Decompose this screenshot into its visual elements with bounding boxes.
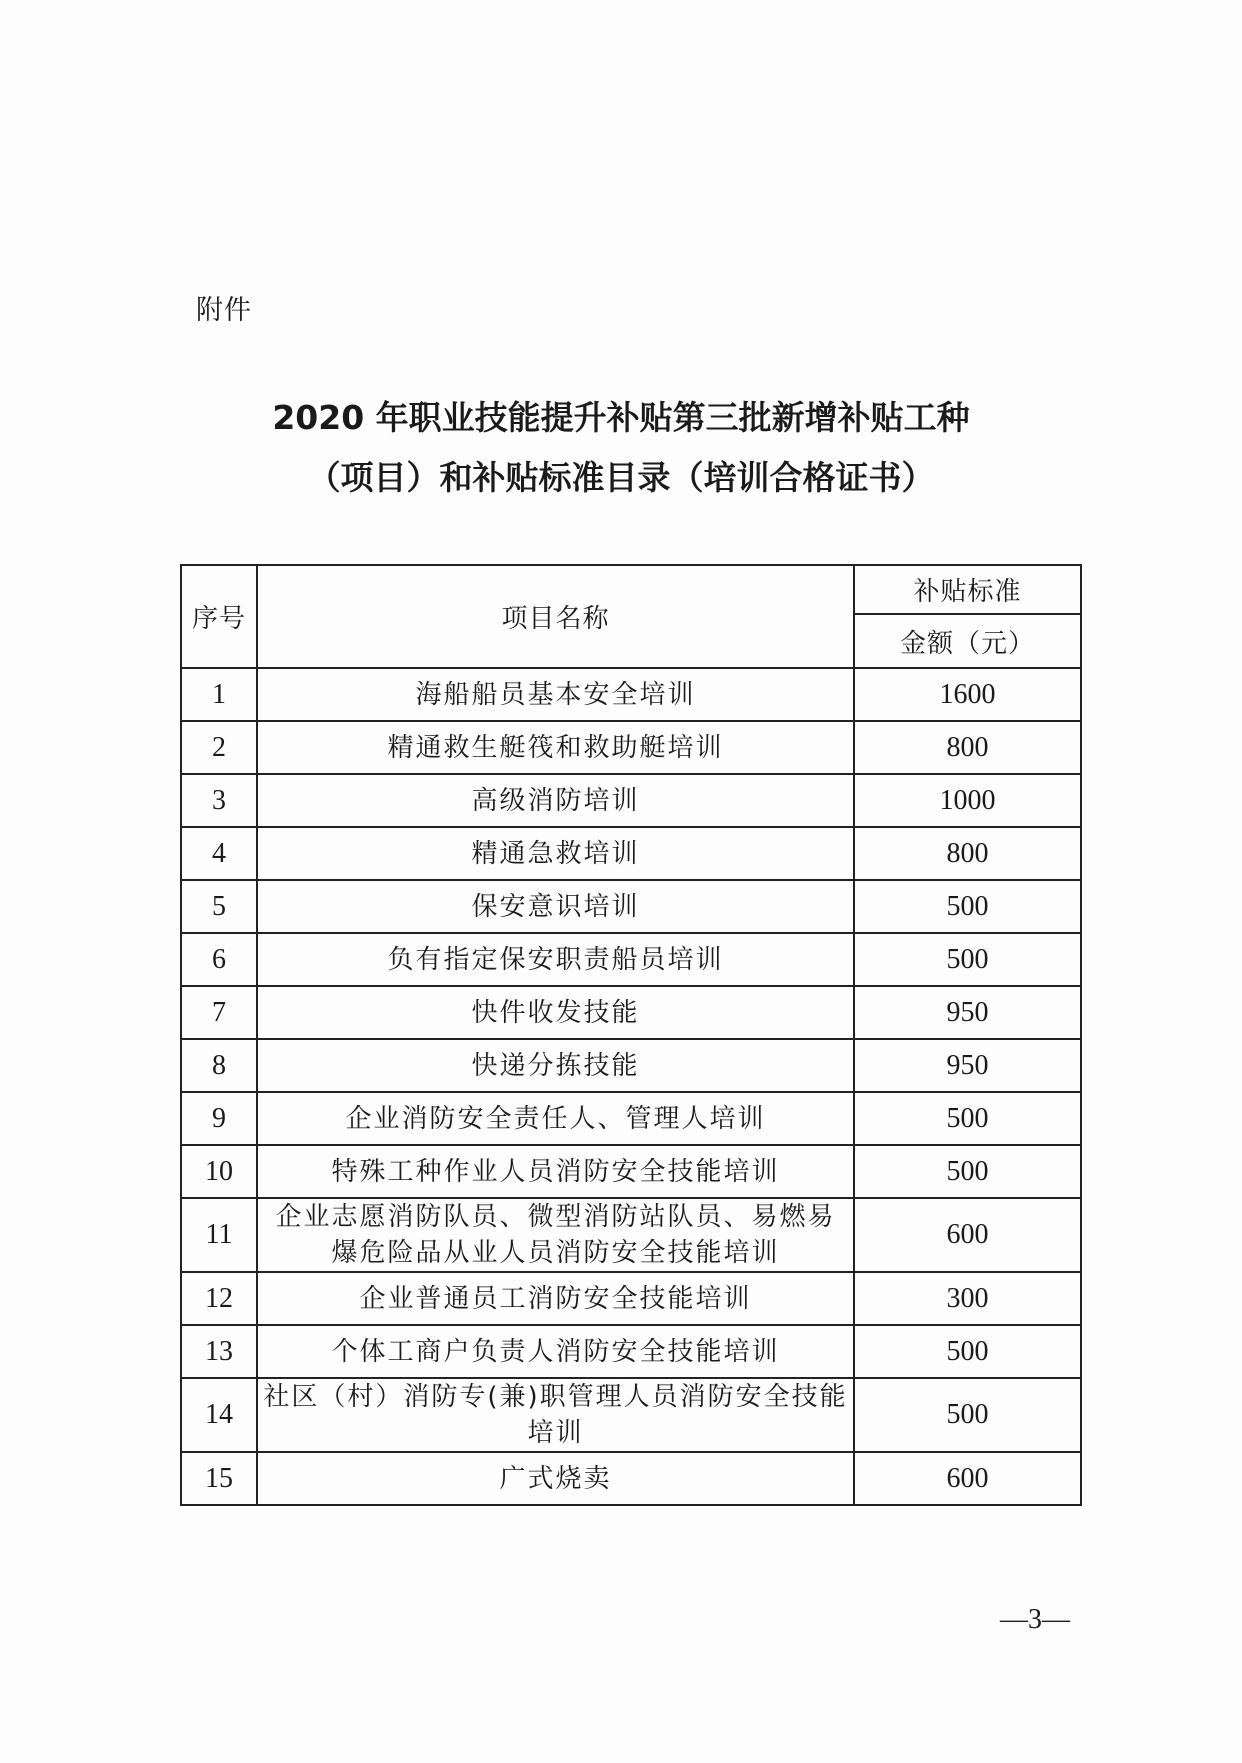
row-name: 企业普通员工消防安全技能培训 — [257, 1272, 854, 1325]
table-row — [181, 1145, 1081, 1198]
row-no: 3 — [181, 774, 257, 827]
row-name: 企业消防安全责任人、管理人培训 — [257, 1092, 854, 1145]
table-row — [181, 827, 1081, 880]
document-title-line1: 2020 年职业技能提升补贴第三批新增补贴工种 — [272, 398, 970, 437]
row-name: 精通急救培训 — [257, 827, 854, 880]
header-subsidy-standard: 补贴标准 — [854, 565, 1081, 614]
row-amount: 800 — [854, 721, 1081, 774]
row-amount: 500 — [854, 933, 1081, 986]
row-amount: 950 — [854, 1039, 1081, 1092]
row-name: 快件收发技能 — [257, 986, 854, 1039]
table-row — [181, 1325, 1081, 1378]
row-amount: 600 — [854, 1198, 1081, 1272]
row-name: 精通救生艇筏和救助艇培训 — [257, 721, 854, 774]
row-amount: 300 — [854, 1272, 1081, 1325]
table-row — [181, 1452, 1081, 1505]
row-name: 社区（村）消防专(兼)职管理人员消防安全技能培训 — [257, 1378, 854, 1452]
row-no: 9 — [181, 1092, 257, 1145]
row-no: 13 — [181, 1325, 257, 1378]
row-name: 负有指定保安职责船员培训 — [257, 933, 854, 986]
row-name: 广式烧卖 — [257, 1452, 854, 1505]
row-no: 10 — [181, 1145, 257, 1198]
row-amount: 950 — [854, 986, 1081, 1039]
row-name: 海船船员基本安全培训 — [257, 668, 854, 721]
row-no: 7 — [181, 986, 257, 1039]
table-header-row — [181, 565, 1081, 614]
row-amount: 500 — [854, 1145, 1081, 1198]
table-row — [181, 668, 1081, 721]
table-row — [181, 1039, 1081, 1092]
row-amount: 500 — [854, 1092, 1081, 1145]
table-row — [181, 986, 1081, 1039]
row-name: 快递分拣技能 — [257, 1039, 854, 1092]
row-amount: 1600 — [854, 668, 1081, 721]
header-no: 序号 — [181, 565, 257, 668]
page-number: —3— — [1000, 1604, 1070, 1635]
table-row — [181, 1092, 1081, 1145]
row-name: 保安意识培训 — [257, 880, 854, 933]
attachment-label: 附件 — [196, 295, 252, 326]
table-row — [181, 774, 1081, 827]
row-amount: 800 — [854, 827, 1081, 880]
header-amount: 金额（元） — [854, 614, 1081, 668]
row-no: 8 — [181, 1039, 257, 1092]
row-amount: 500 — [854, 880, 1081, 933]
row-amount: 600 — [854, 1452, 1081, 1505]
table-row — [181, 721, 1081, 774]
subsidy-table — [180, 564, 1082, 1506]
row-no: 6 — [181, 933, 257, 986]
header-name: 项目名称 — [257, 565, 854, 668]
row-amount: 500 — [854, 1378, 1081, 1452]
row-no: 12 — [181, 1272, 257, 1325]
row-no: 15 — [181, 1452, 257, 1505]
table-row — [181, 1378, 1081, 1452]
table-row — [181, 1272, 1081, 1325]
table-row — [181, 933, 1081, 986]
row-no: 14 — [181, 1378, 257, 1452]
document-title-line2: （项目）和补贴标准目录（培训合格证书） — [307, 458, 935, 497]
row-name: 特殊工种作业人员消防安全技能培训 — [257, 1145, 854, 1198]
row-name: 个体工商户负责人消防安全技能培训 — [257, 1325, 854, 1378]
row-no: 5 — [181, 880, 257, 933]
row-amount: 500 — [854, 1325, 1081, 1378]
row-no: 1 — [181, 668, 257, 721]
row-amount: 1000 — [854, 774, 1081, 827]
row-no: 2 — [181, 721, 257, 774]
row-no: 4 — [181, 827, 257, 880]
row-name: 企业志愿消防队员、微型消防站队员、易燃易爆危险品从业人员消防安全技能培训 — [257, 1198, 854, 1272]
row-name: 高级消防培训 — [257, 774, 854, 827]
row-no: 11 — [181, 1198, 257, 1272]
table-row — [181, 880, 1081, 933]
table-row — [181, 1198, 1081, 1272]
